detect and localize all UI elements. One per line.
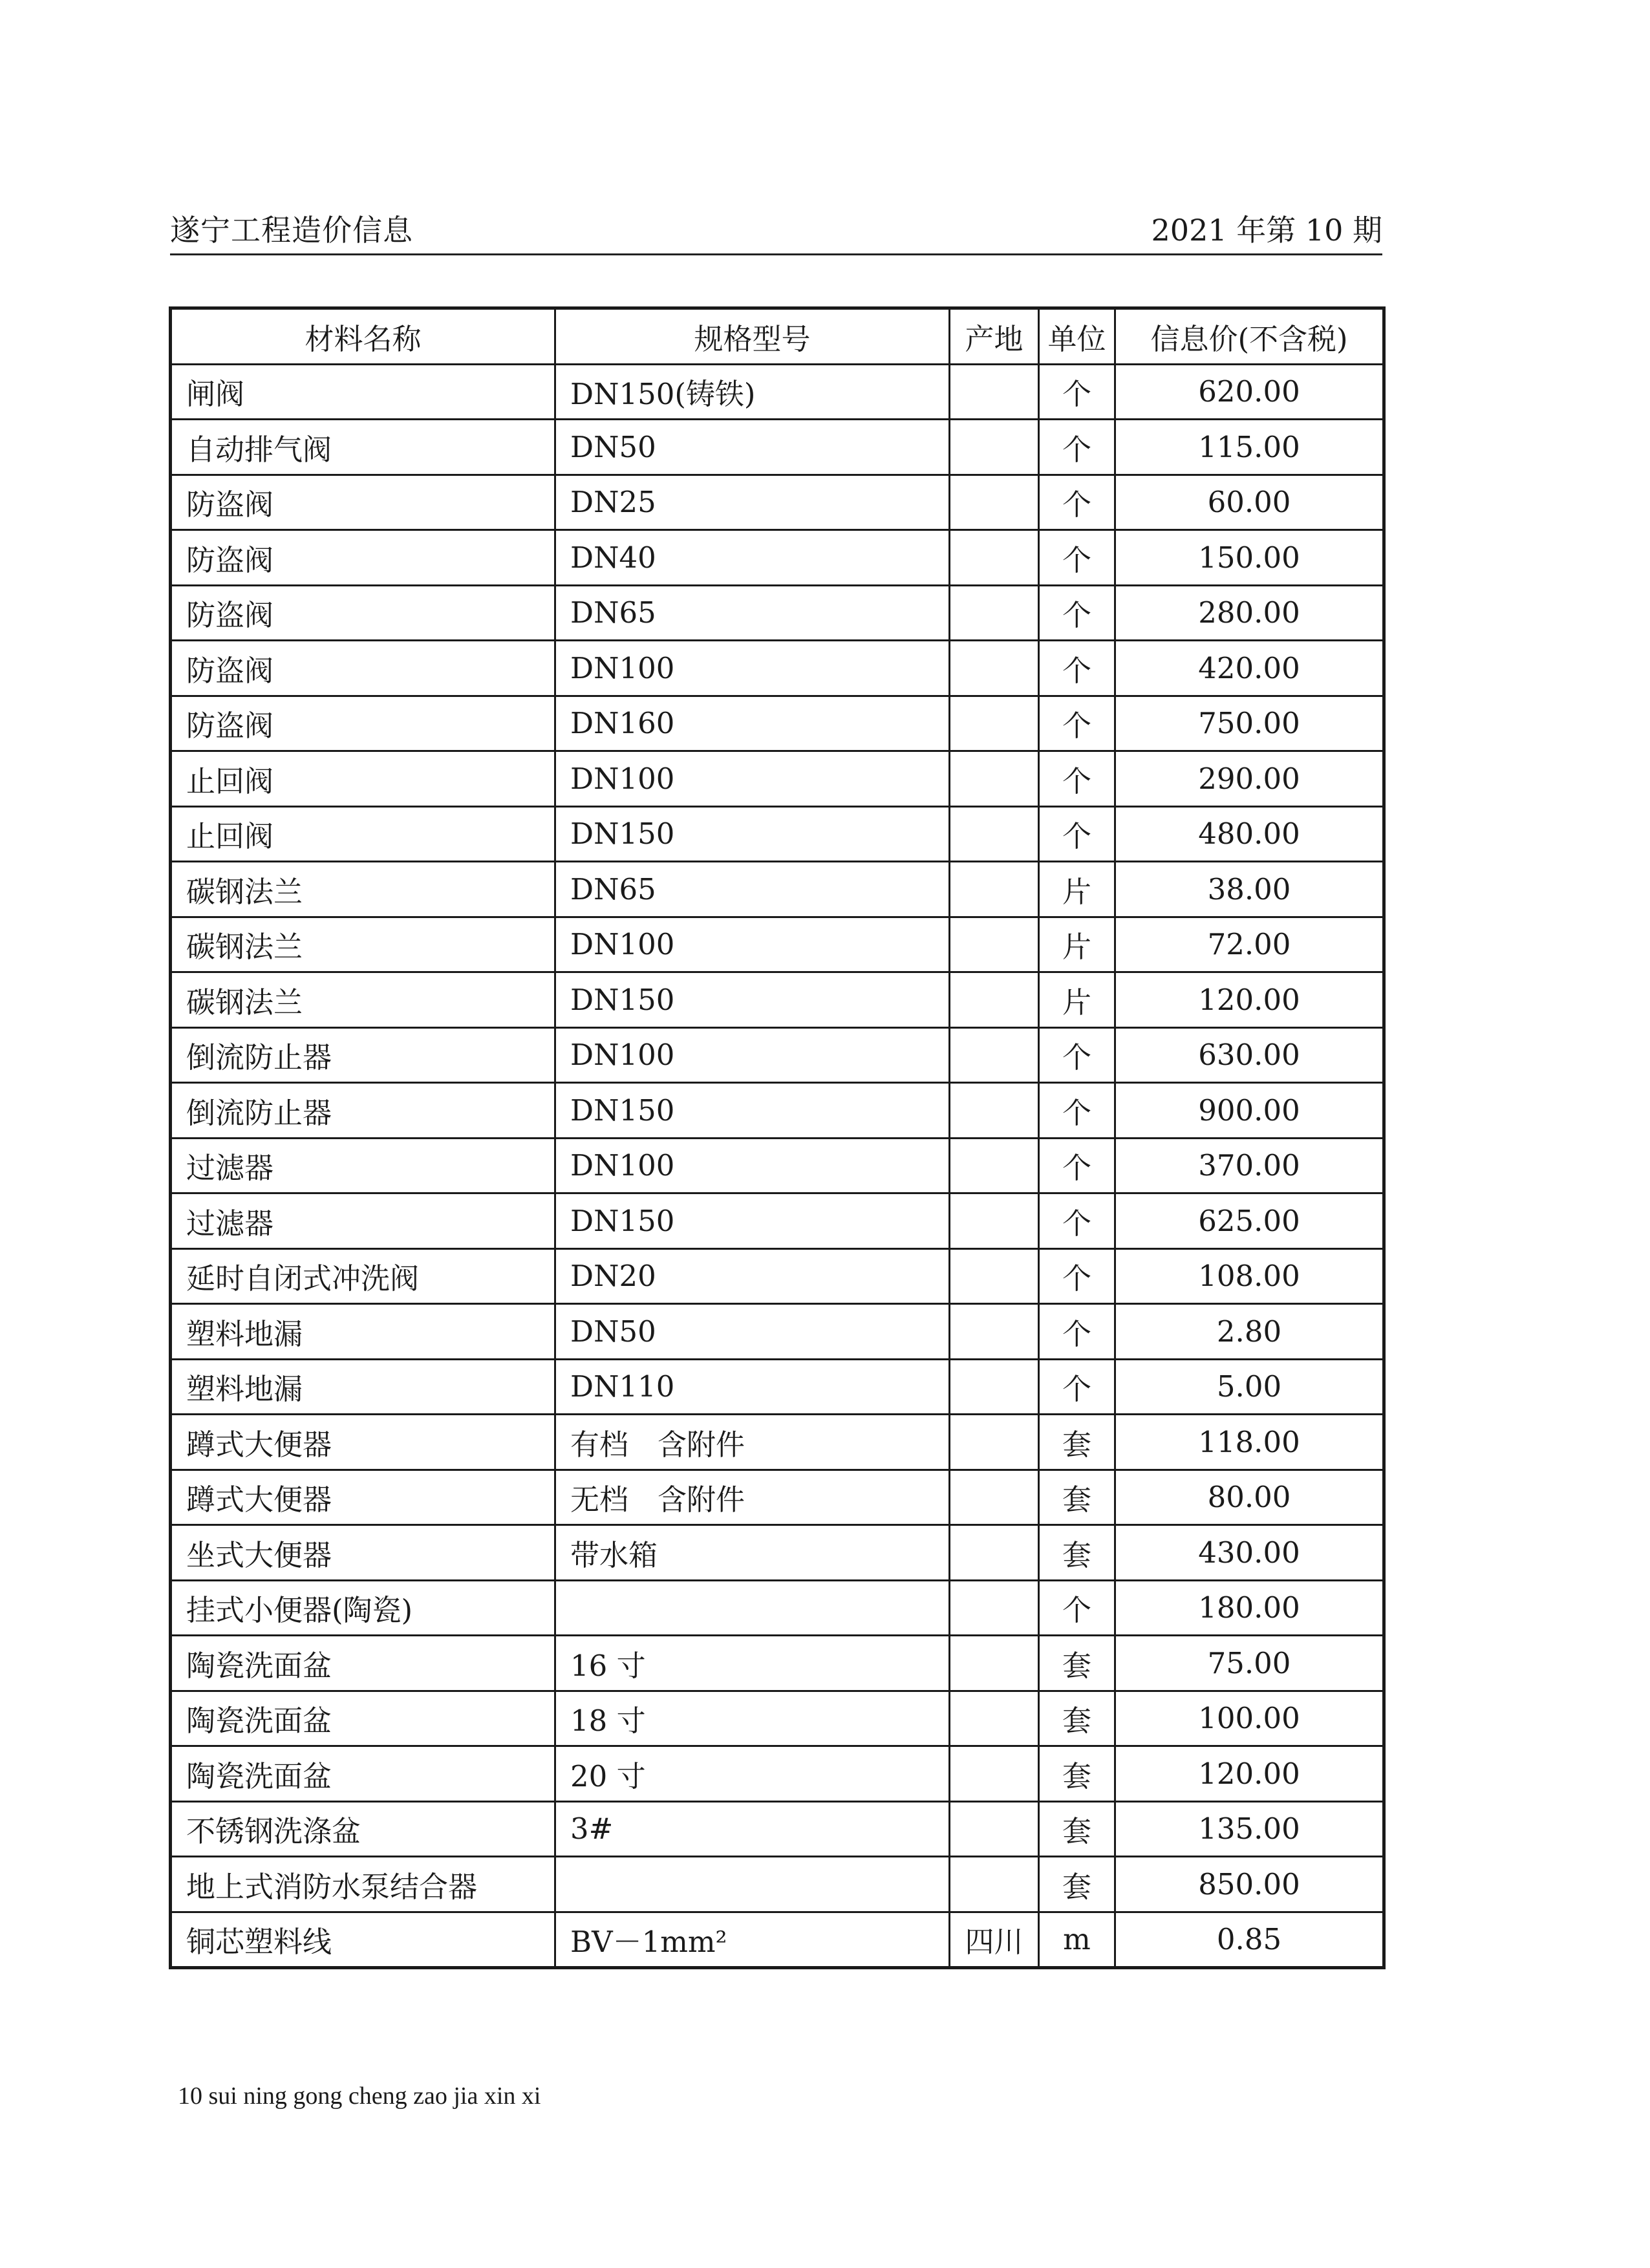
- cell-spec-model: DN150: [555, 1193, 950, 1249]
- cell-material-name: 挂式小便器(陶瓷): [171, 1580, 555, 1636]
- table-row: [171, 1912, 1384, 1968]
- cell-material-name: 塑料地漏: [171, 1359, 555, 1415]
- cell-unit: 个: [1039, 530, 1115, 586]
- cell-material-name: 倒流防止器: [171, 1027, 555, 1083]
- cell-unit: 片: [1039, 972, 1115, 1028]
- cell-material-name: 碳钢法兰: [171, 972, 555, 1028]
- cell-price: 38.00: [1115, 862, 1384, 917]
- cell-origin: [950, 751, 1039, 807]
- cell-unit: 个: [1039, 641, 1115, 696]
- cell-origin: [950, 806, 1039, 862]
- cell-material-name: 过滤器: [171, 1193, 555, 1249]
- cell-material-name: 倒流防止器: [171, 1083, 555, 1139]
- table-row: [171, 696, 1384, 751]
- table-row: [171, 751, 1384, 807]
- cell-origin: 四川: [950, 1912, 1039, 1968]
- table-row: [171, 641, 1384, 696]
- cell-material-name: 防盗阀: [171, 475, 555, 530]
- price-table: [169, 306, 1386, 1969]
- table-row: [171, 862, 1384, 917]
- cell-unit: 套: [1039, 1470, 1115, 1525]
- cell-unit: 个: [1039, 751, 1115, 807]
- cell-origin: [950, 1470, 1039, 1525]
- cell-origin: [950, 1083, 1039, 1139]
- cell-unit: 个: [1039, 1359, 1115, 1415]
- cell-price: 370.00: [1115, 1138, 1384, 1193]
- cell-origin: [950, 862, 1039, 917]
- cell-price: 135.00: [1115, 1801, 1384, 1857]
- cell-origin: [950, 585, 1039, 641]
- table-row: [171, 1801, 1384, 1857]
- column-header-spec-model: 规格型号: [555, 308, 950, 365]
- cell-origin: [950, 1415, 1039, 1470]
- cell-unit: 片: [1039, 862, 1115, 917]
- cell-origin: [950, 641, 1039, 696]
- cell-unit: 套: [1039, 1636, 1115, 1691]
- table-row: [171, 1304, 1384, 1360]
- cell-price: 620.00: [1115, 364, 1384, 420]
- cell-spec-model: DN100: [555, 751, 950, 807]
- cell-unit: 套: [1039, 1691, 1115, 1746]
- cell-price: 80.00: [1115, 1470, 1384, 1525]
- price-table-header: [171, 308, 1384, 365]
- cell-price: 2.80: [1115, 1304, 1384, 1360]
- cell-price: 850.00: [1115, 1857, 1384, 1912]
- table-row: [171, 475, 1384, 530]
- cell-price: 290.00: [1115, 751, 1384, 807]
- cell-unit: 个: [1039, 1304, 1115, 1360]
- cell-spec-model: DN20: [555, 1248, 950, 1304]
- cell-spec-model: DN40: [555, 530, 950, 586]
- cell-material-name: 止回阀: [171, 751, 555, 807]
- cell-unit: 个: [1039, 806, 1115, 862]
- table-row: [171, 1470, 1384, 1525]
- cell-price: 630.00: [1115, 1027, 1384, 1083]
- cell-unit: 个: [1039, 696, 1115, 751]
- cell-origin: [950, 1746, 1039, 1802]
- issue-number: 2021 年第 10 期: [1151, 213, 1382, 248]
- cell-spec-model: DN160: [555, 696, 950, 751]
- cell-price: 108.00: [1115, 1248, 1384, 1304]
- cell-spec-model: 有档 含附件: [555, 1415, 950, 1470]
- cell-price: 900.00: [1115, 1083, 1384, 1139]
- cell-spec-model: [555, 1857, 950, 1912]
- cell-price: 118.00: [1115, 1415, 1384, 1470]
- cell-spec-model: DN110: [555, 1359, 950, 1415]
- table-row: [171, 1746, 1384, 1802]
- cell-material-name: 过滤器: [171, 1138, 555, 1193]
- table-row: [171, 1636, 1384, 1691]
- table-row: [171, 972, 1384, 1028]
- cell-origin: [950, 364, 1039, 420]
- cell-material-name: 止回阀: [171, 806, 555, 862]
- cell-price: 480.00: [1115, 806, 1384, 862]
- cell-origin: [950, 1525, 1039, 1581]
- cell-unit: 套: [1039, 1746, 1115, 1802]
- table-row: [171, 530, 1384, 586]
- table-row: [171, 1691, 1384, 1746]
- cell-material-name: 防盗阀: [171, 530, 555, 586]
- table-row: [171, 585, 1384, 641]
- cell-material-name: 自动排气阀: [171, 420, 555, 475]
- cell-spec-model: DN100: [555, 1027, 950, 1083]
- table-row: [171, 1193, 1384, 1249]
- cell-price: 5.00: [1115, 1359, 1384, 1415]
- cell-unit: m: [1039, 1912, 1115, 1968]
- table-row: [171, 1027, 1384, 1083]
- cell-material-name: 蹲式大便器: [171, 1470, 555, 1525]
- cell-unit: 个: [1039, 420, 1115, 475]
- cell-spec-model: 18 寸: [555, 1691, 950, 1746]
- cell-material-name: 防盗阀: [171, 585, 555, 641]
- cell-spec-model: DN100: [555, 1138, 950, 1193]
- cell-price: 120.00: [1115, 972, 1384, 1028]
- table-row: [171, 1580, 1384, 1636]
- cell-spec-model: DN150: [555, 1083, 950, 1139]
- table-row: [171, 1138, 1384, 1193]
- cell-unit: 个: [1039, 1083, 1115, 1139]
- page-footer: 10 sui ning gong cheng zao jia xin xi: [178, 2082, 541, 2110]
- cell-spec-model: 带水箱: [555, 1525, 950, 1581]
- cell-origin: [950, 1304, 1039, 1360]
- cell-price: 100.00: [1115, 1691, 1384, 1746]
- cell-unit: 个: [1039, 364, 1115, 420]
- cell-spec-model: BV－1mm²: [555, 1912, 950, 1968]
- column-header-unit: 单位: [1039, 308, 1115, 365]
- table-row: [171, 1248, 1384, 1304]
- cell-origin: [950, 1193, 1039, 1249]
- cell-spec-model: 无档 含附件: [555, 1470, 950, 1525]
- cell-spec-model: DN150: [555, 972, 950, 1028]
- cell-origin: [950, 1248, 1039, 1304]
- cell-material-name: 蹲式大便器: [171, 1415, 555, 1470]
- cell-spec-model: 20 寸: [555, 1746, 950, 1802]
- table-row: [171, 806, 1384, 862]
- cell-unit: 套: [1039, 1525, 1115, 1581]
- cell-origin: [950, 696, 1039, 751]
- publication-title: 遂宁工程造价信息: [170, 213, 413, 248]
- cell-unit: 片: [1039, 917, 1115, 972]
- cell-origin: [950, 1636, 1039, 1691]
- cell-price: 180.00: [1115, 1580, 1384, 1636]
- cell-price: 0.85: [1115, 1912, 1384, 1968]
- cell-material-name: 防盗阀: [171, 696, 555, 751]
- cell-unit: 个: [1039, 475, 1115, 530]
- cell-unit: 个: [1039, 1027, 1115, 1083]
- cell-price: 115.00: [1115, 420, 1384, 475]
- cell-origin: [950, 1138, 1039, 1193]
- table-row: [171, 420, 1384, 475]
- table-row: [171, 1857, 1384, 1912]
- cell-material-name: 防盗阀: [171, 641, 555, 696]
- cell-material-name: 碳钢法兰: [171, 917, 555, 972]
- column-header-origin: 产地: [950, 308, 1039, 365]
- cell-price: 430.00: [1115, 1525, 1384, 1581]
- cell-origin: [950, 1801, 1039, 1857]
- cell-material-name: 不锈钢洗涤盆: [171, 1801, 555, 1857]
- header-divider: [170, 253, 1382, 255]
- cell-spec-model: DN100: [555, 641, 950, 696]
- cell-origin: [950, 530, 1039, 586]
- cell-unit: 个: [1039, 1193, 1115, 1249]
- cell-spec-model: DN25: [555, 475, 950, 530]
- cell-spec-model: DN65: [555, 585, 950, 641]
- cell-origin: [950, 1580, 1039, 1636]
- column-header-material-name: 材料名称: [171, 308, 555, 365]
- table-row: [171, 1415, 1384, 1470]
- cell-price: 60.00: [1115, 475, 1384, 530]
- cell-price: 72.00: [1115, 917, 1384, 972]
- cell-origin: [950, 475, 1039, 530]
- cell-origin: [950, 917, 1039, 972]
- cell-price: 420.00: [1115, 641, 1384, 696]
- cell-unit: 套: [1039, 1857, 1115, 1912]
- cell-unit: 套: [1039, 1801, 1115, 1857]
- cell-material-name: 延时自闭式冲洗阀: [171, 1248, 555, 1304]
- cell-material-name: 陶瓷洗面盆: [171, 1746, 555, 1802]
- table-row: [171, 1359, 1384, 1415]
- cell-origin: [950, 972, 1039, 1028]
- cell-price: 280.00: [1115, 585, 1384, 641]
- cell-price: 625.00: [1115, 1193, 1384, 1249]
- cell-material-name: 塑料地漏: [171, 1304, 555, 1360]
- cell-origin: [950, 1857, 1039, 1912]
- cell-spec-model: DN50: [555, 420, 950, 475]
- cell-material-name: 坐式大便器: [171, 1525, 555, 1581]
- cell-origin: [950, 1359, 1039, 1415]
- cell-spec-model: 16 寸: [555, 1636, 950, 1691]
- cell-unit: 套: [1039, 1415, 1115, 1470]
- header-row: [171, 308, 1384, 365]
- cell-material-name: 陶瓷洗面盆: [171, 1636, 555, 1691]
- cell-unit: 个: [1039, 1138, 1115, 1193]
- table-row: [171, 364, 1384, 420]
- cell-material-name: 地上式消防水泵结合器: [171, 1857, 555, 1912]
- cell-spec-model: DN100: [555, 917, 950, 972]
- cell-price: 150.00: [1115, 530, 1384, 586]
- page-header: [170, 200, 1382, 252]
- cell-origin: [950, 420, 1039, 475]
- cell-spec-model: DN150(铸铁): [555, 364, 950, 420]
- cell-material-name: 铜芯塑料线: [171, 1912, 555, 1968]
- cell-origin: [950, 1027, 1039, 1083]
- cell-spec-model: DN50: [555, 1304, 950, 1360]
- cell-unit: 个: [1039, 1580, 1115, 1636]
- cell-price: 750.00: [1115, 696, 1384, 751]
- table-row: [171, 1083, 1384, 1139]
- cell-material-name: 陶瓷洗面盆: [171, 1691, 555, 1746]
- price-table-body: [171, 364, 1384, 1968]
- cell-material-name: 闸阀: [171, 364, 555, 420]
- column-header-price: 信息价(不含税): [1115, 308, 1384, 365]
- cell-unit: 个: [1039, 585, 1115, 641]
- cell-spec-model: [555, 1580, 950, 1636]
- cell-price: 75.00: [1115, 1636, 1384, 1691]
- cell-spec-model: DN150: [555, 806, 950, 862]
- cell-unit: 个: [1039, 1248, 1115, 1304]
- cell-price: 120.00: [1115, 1746, 1384, 1802]
- cell-spec-model: 3#: [555, 1801, 950, 1857]
- cell-spec-model: DN65: [555, 862, 950, 917]
- cell-origin: [950, 1691, 1039, 1746]
- table-row: [171, 1525, 1384, 1581]
- table-row: [171, 917, 1384, 972]
- cell-material-name: 碳钢法兰: [171, 862, 555, 917]
